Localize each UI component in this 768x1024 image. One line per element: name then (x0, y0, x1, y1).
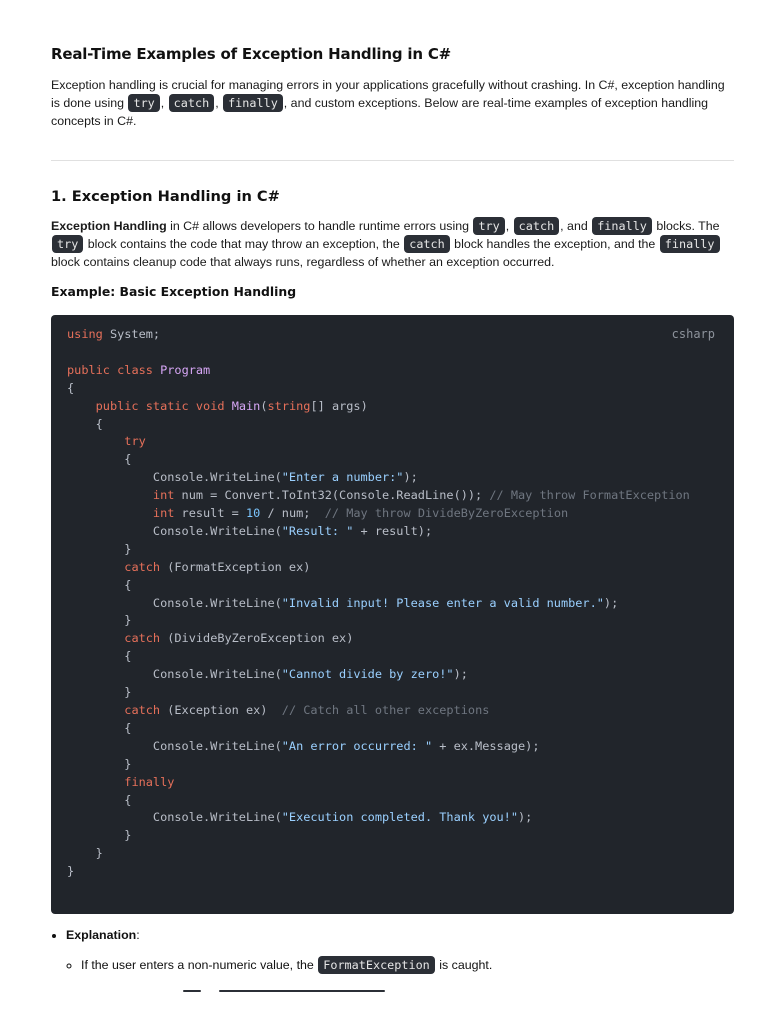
inline-code-catch: catch (514, 217, 560, 235)
inline-code-try: try (473, 217, 504, 235)
inline-code-catch: catch (169, 94, 215, 112)
code-token: int (152, 488, 175, 503)
code-line (67, 809, 690, 827)
sub-text-1: If the user enters a non-numeric value, the (81, 958, 318, 972)
code-line (67, 684, 690, 702)
code-token: { (67, 720, 132, 735)
code-token: using (67, 327, 103, 341)
section-paragraph (51, 217, 734, 271)
inline-code-formatexception: FormatException (318, 956, 435, 974)
code-token: ( (260, 398, 268, 413)
intro-text-2: , (160, 96, 168, 110)
code-token (67, 560, 124, 574)
code-token: Console.WriteLine( (67, 810, 282, 825)
code-line (67, 666, 690, 684)
code-token: / num; (260, 506, 325, 521)
code-token: void (195, 398, 225, 413)
code-token: { (67, 452, 132, 467)
inline-code-try: try (52, 235, 83, 253)
code-token: // Catch all other exceptions (281, 703, 490, 718)
code-line (67, 863, 690, 881)
code-token: (FormatException ex) (160, 559, 311, 574)
code-token: Main (231, 398, 261, 413)
cut-off-code-chip (219, 990, 385, 992)
code-line (67, 738, 690, 756)
code-line (67, 774, 690, 792)
code-line (67, 451, 690, 469)
code-token (67, 488, 153, 502)
code-token (67, 775, 124, 789)
code-token: catch (124, 703, 161, 718)
code-token: Console.WriteLine( (67, 523, 282, 538)
code-token: } (67, 864, 75, 879)
code-token: } (67, 685, 132, 700)
code-line (67, 827, 690, 845)
code-token (67, 703, 124, 717)
code-line (67, 756, 690, 774)
code-token: Console.WriteLine( (67, 738, 282, 753)
code-line (67, 612, 690, 630)
code-line (67, 630, 690, 648)
code-token: 10 (245, 506, 261, 521)
list-item (66, 926, 492, 974)
code-token: { (67, 380, 75, 395)
code-line (67, 416, 690, 434)
code-token (67, 434, 124, 448)
code-token (67, 631, 124, 645)
intro-text-4: , and custom exceptions. Below are real-time examples of exception handling concepts in C#. (51, 96, 709, 128)
code-token (189, 399, 196, 413)
code-line (67, 845, 690, 863)
code-token: Console.WriteLine( (67, 595, 282, 610)
code-token: "Execution completed. Thank you!" (281, 810, 519, 825)
code-token: } (67, 828, 132, 843)
inline-code-finally: finally (592, 217, 652, 235)
section-text-1: in C# allows developers to handle runtime errors using (166, 219, 473, 233)
code-token: System; (102, 327, 161, 341)
code-line (67, 433, 690, 451)
code-token (225, 399, 232, 413)
code-line (67, 595, 690, 613)
code-token: try (124, 434, 146, 449)
code-token: "Result: " (281, 523, 354, 538)
section-text-5: block contains the code that may throw an exception, the (84, 237, 404, 251)
code-token: } (67, 846, 103, 861)
code-token: finally (124, 774, 175, 789)
code-line (67, 398, 690, 416)
code-line (67, 523, 690, 541)
code-token: Console.WriteLine( (67, 667, 282, 682)
explanation-sublist (66, 956, 492, 974)
code-line (67, 720, 690, 738)
code-token: string (267, 398, 311, 413)
code-token: ); (403, 470, 418, 485)
code-line (67, 702, 690, 720)
code-token: num = Convert.ToInt32(Console.ReadLine()); (174, 488, 490, 503)
sub-text-2: is caught. (435, 958, 493, 972)
code-content[interactable] (67, 326, 690, 881)
code-token: result = (174, 506, 246, 521)
code-token: "Invalid input! Please enter a valid number." (281, 595, 604, 610)
code-line (67, 577, 690, 595)
code-token: ); (453, 667, 468, 682)
code-token: { (67, 577, 132, 592)
code-line (67, 541, 690, 559)
intro-paragraph (51, 76, 734, 130)
cut-off-code-chip (183, 990, 201, 992)
code-token: { (67, 649, 132, 664)
section-text-3: , and (560, 219, 592, 233)
inline-code-try: try (128, 94, 159, 112)
code-token: "Cannot divide by zero!" (281, 667, 454, 682)
code-token: { (67, 792, 132, 807)
code-token: ); (603, 595, 619, 610)
code-token: ); (518, 810, 533, 825)
inline-code-finally: finally (660, 235, 720, 253)
section-text-7: block contains cleanup code that always runs, regardless of whether an exception occurred. (51, 255, 555, 269)
intro-text-1: Exception handling is crucial for managing errors in your applications gracefully without crashing. In C#, exception handling is done using (51, 78, 725, 110)
code-language-label: csharp (671, 327, 715, 341)
code-token: // May throw FormatException (489, 488, 690, 503)
inline-code-catch: catch (404, 235, 450, 253)
horizontal-divider (51, 160, 734, 161)
code-token: "An error occurred: " (281, 738, 433, 753)
code-line (67, 792, 690, 810)
code-line (67, 505, 690, 523)
code-token: (Exception ex) (160, 703, 282, 718)
code-token: int (152, 506, 175, 521)
cut-off-content (183, 990, 383, 992)
list-item (81, 956, 492, 974)
section-text-2: , (505, 219, 513, 233)
section-text-4: blocks. The (652, 219, 720, 233)
code-token (67, 399, 96, 413)
code-token: } (67, 613, 132, 628)
code-line (67, 487, 690, 505)
code-line (67, 344, 690, 362)
section-heading: 1. Exception Handling in C# (51, 188, 280, 205)
code-block[interactable] (51, 315, 734, 914)
code-token: } (67, 541, 132, 556)
code-token: static (145, 398, 189, 413)
intro-text-3: , (215, 96, 223, 110)
example-heading: Example: Basic Exception Handling (51, 284, 297, 299)
section-text-6: block handles the exception, and the (450, 237, 659, 251)
bold-term: Exception Handling (51, 219, 167, 233)
code-line (67, 648, 690, 666)
explanation-list (51, 926, 492, 974)
code-token: + ex.Message); (432, 738, 540, 753)
code-line (67, 559, 690, 577)
page-title: Real-Time Examples of Exception Handling in C# (51, 45, 452, 63)
code-token: public (95, 398, 139, 413)
code-token: + result); (353, 523, 433, 538)
code-line (67, 326, 690, 344)
explanation-label: Explanation (66, 928, 137, 942)
code-token: class (117, 362, 153, 377)
code-token: { (67, 416, 103, 431)
explanation-colon: : (136, 928, 140, 942)
code-token: (DivideByZeroException ex) (160, 631, 354, 646)
code-token: } (67, 756, 132, 771)
code-token (67, 506, 153, 520)
code-token: [] args) (310, 398, 368, 413)
code-line (67, 362, 690, 380)
code-token: Program (160, 362, 211, 377)
code-line (67, 380, 690, 398)
inline-code-finally: finally (223, 94, 283, 112)
code-token: "Enter a number:" (281, 470, 404, 485)
code-token: catch (124, 559, 161, 574)
code-token (139, 399, 146, 413)
code-token: public (67, 362, 110, 377)
code-token: catch (124, 631, 161, 646)
code-token: Console.WriteLine( (67, 470, 282, 485)
code-line (67, 469, 690, 487)
code-token: // May throw DivideByZeroException (324, 506, 569, 521)
